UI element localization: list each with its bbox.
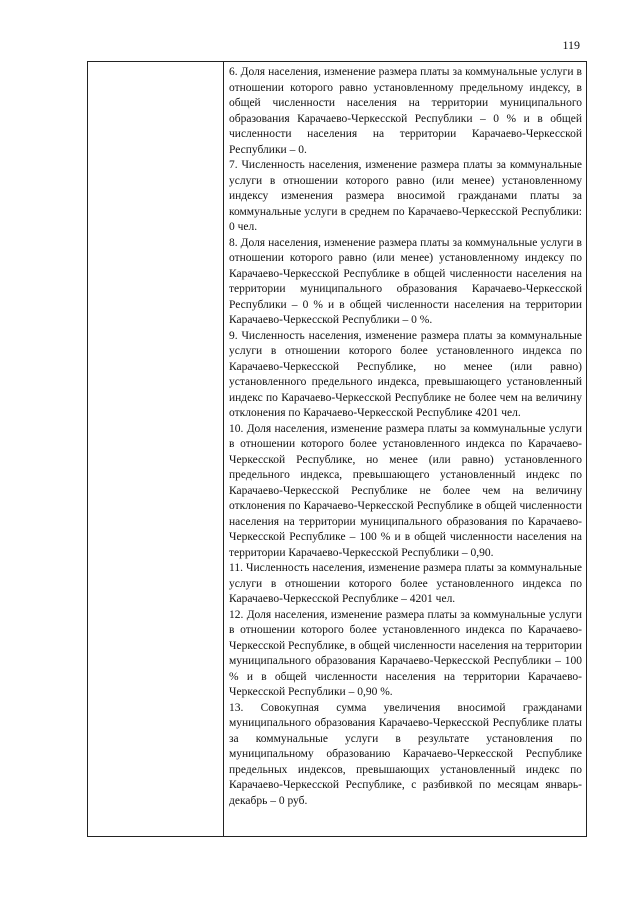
- table-left-cell: [88, 62, 224, 836]
- table-right-cell: [224, 62, 586, 836]
- list-item-9: 9. Численность населения, изменение размера платы за коммунальные услуги в отношении которого более установленного индекса по Карачаево-Черкесской Республике, но менее (или равно) установленного предельного индекса, превышающего установленный индекс по Карачаево-Черкесской Республике не более чем на величину отклонения по Карачаево-Черкесской Республике 4201 чел.: [229, 329, 582, 419]
- list-item-8: 8. Доля населения, изменение размера платы за коммунальные услуги в отношении которого равно (или менее) установленному индексу по Карачаево-Черкесской Республике в общей численности населения на территории муниципального образования Карачаево-Черкесской Республики – 0 % и в общей численности населения на территории Карачаево-Черкесской Республики – 0 %.: [229, 236, 582, 326]
- list-item-11: 11. Численность населения, изменение размера платы за коммунальные услуги в отношении которого более установленного индекса по Карачаево-Черкесской Республике – 4201 чел.: [229, 562, 582, 605]
- list-item-7: 7. Численность населения, изменение размера платы за коммунальные услуги в отношении которого равно (или менее) установленному индексу изменения размера вносимой гражданами платы за коммунальные услуги в среднем по Карачаево-Черкесской Республики: 0 чел.: [229, 159, 582, 233]
- list-item-13: 13. Совокупная сумма увеличения вносимой гражданами муниципального образования Карачаево-Черкесской Республике платы за коммунальные услуги в результате установления по муниципальному образованию Карачаево-Черкесской Республике предельных индексов, превышающих установленный индекс по Карачаево-Черкесской Республике, с разбивкой по месяцам январь-декабрь – 0 руб.: [229, 701, 582, 807]
- list-item-12: 12. Доля населения, изменение размера платы за коммунальные услуги в отношении которого более установленного индекса по Карачаево-Черкесской Республике, в общей численности населения на территории муниципального образования Карачаево-Черкесской Республики – 100 % и в общей численности населения на территории Карачаево-Черкесской Республики – 0,90 %.: [229, 608, 582, 698]
- list-item-10: 10. Доля населения, изменение размера платы за коммунальные услуги в отношении которого более установленного индекса по Карачаево-Черкесской Республике, но менее (или равно) установленного предельного индекса, превышающего установленный индекс по Карачаево-Черкесской Республике не более чем на величину отклонения по Карачаево-Черкесской Республике в общей численности населения на территории муниципального образования по Карачаево-Черкесской Республике – 100 % и в общей численности населения на территории Карачаево-Черкесской Республики – 0,90.: [229, 422, 582, 559]
- page-number: 119: [562, 38, 580, 52]
- document-table: [87, 61, 587, 837]
- list-item-6: 6. Доля населения, изменение размера платы за коммунальные услуги в отношении которого равно установленному предельному индексу, в общей численности населения на территории муниципального образования Карачаево-Черкесской Республики – 0 % и в общей численности населения на территории Карачаево-Черкесской Республики – 0.: [229, 66, 582, 156]
